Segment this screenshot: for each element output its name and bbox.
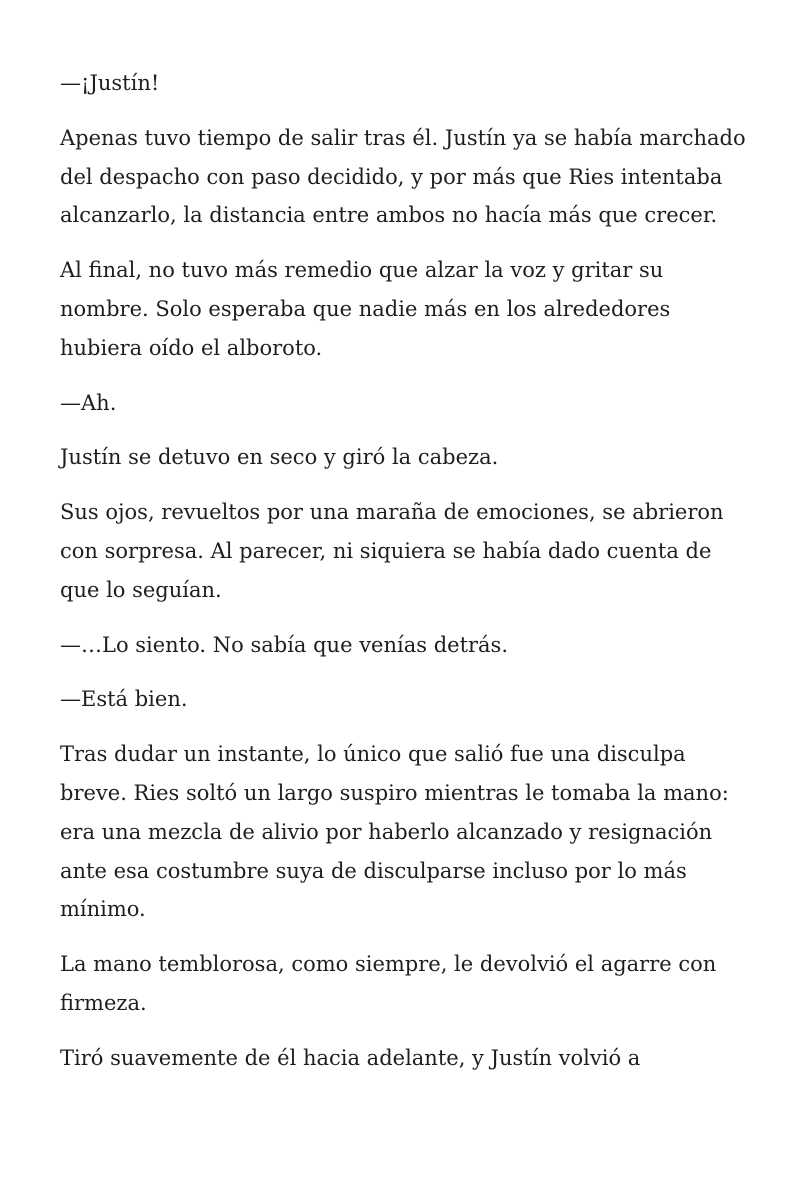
reading-page [60,64,750,1094]
paragraph-stop: Justín se detuvo en seco y giró la cabeza. [60,445,499,470]
paragraph-dialogue-sorry: —…Lo siento. No sabía que venías detrás. [60,632,509,657]
paragraph-dialogue-justin: —¡Justín! [60,71,160,95]
paragraph-apology: Tras dudar un instante, lo único que salió fue una disculpa breve. Ries soltó un largo suspiro mientras le tomaba la mano: era una mezcla de alivio por haberlo alcanzado y resignación ante esa costumbre suya de disculparse incluso por lo más mínimo. [60,742,729,922]
paragraph-pull: Tiró suavemente de él hacia adelante, y Justín volvió a [60,1045,641,1070]
paragraph-dialogue-ah: —Ah. [60,390,117,415]
paragraph-chase: Apenas tuvo tiempo de salir tras él. Justín ya se había marchado del despacho con paso decidido, y por más que Ries intentaba alcanzarlo, la distancia entre ambos no hacía más que crecer. [60,125,746,228]
paragraph-hand: La mano temblorosa, como siempre, le devolvió el agarre con firmeza. [60,952,717,1015]
paragraph-dialogue-fine: —Está bien. [60,687,188,712]
paragraph-eyes: Sus ojos, revueltos por una maraña de emociones, se abrieron con sorpresa. Al parecer, ni siquiera se había dado cuenta de que lo seguían. [60,500,724,602]
paragraph-shout: Al final, no tuvo más remedio que alzar la voz y gritar su nombre. Solo esperaba que nadie más en los alrededores hubiera oído el alboroto. [60,258,671,360]
